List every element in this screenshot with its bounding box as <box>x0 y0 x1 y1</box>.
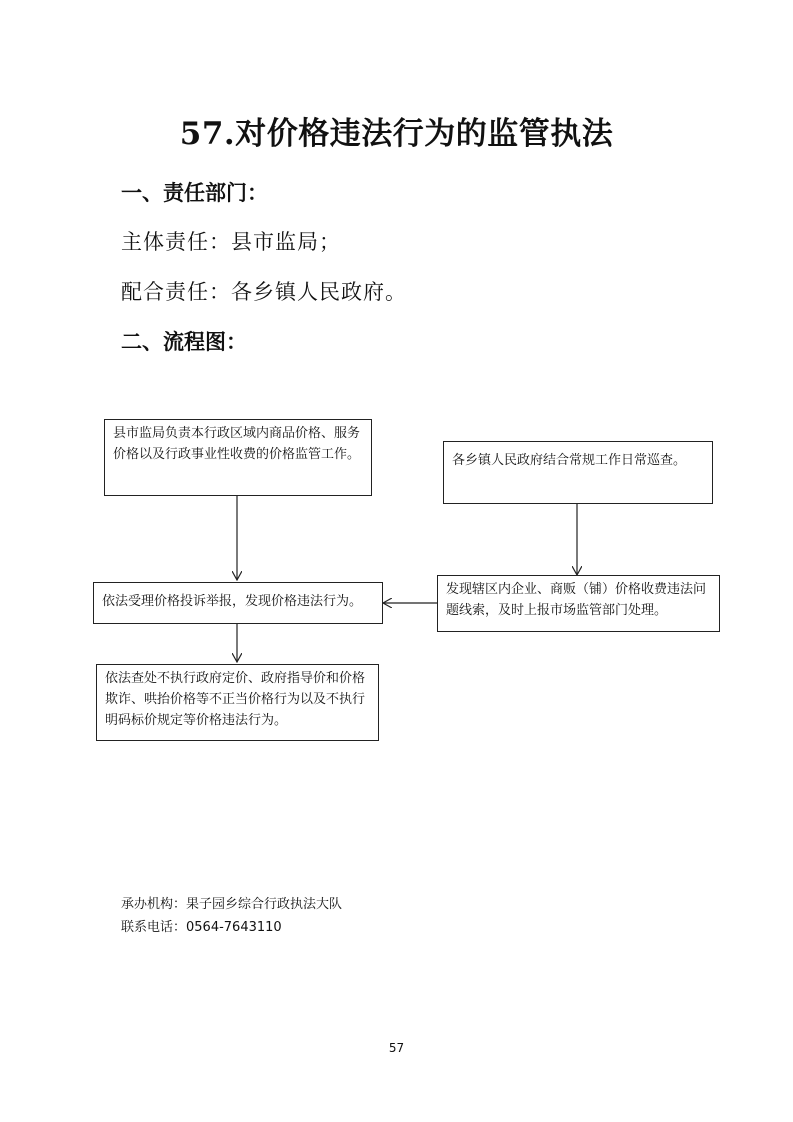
flow-box-township-patrol <box>443 441 713 504</box>
page-title: 57.对价格违法行为的监管执法 <box>179 116 614 152</box>
flow-box-investigate-violations <box>96 664 379 741</box>
flow-box-text: 发现辖区内企业、商贩（铺）价格收费违法问题线索，及时上报市场监管部门处理。 <box>446 582 707 618</box>
flow-box-county-bureau <box>104 419 372 496</box>
flow-box-text: 依法查处不执行政府定价、政府指导价和价格欺诈、哄抬价格等不正当价格行为以及不执行明码标价规定等价格违法行为。 <box>105 671 366 728</box>
flow-box-accept-complaints <box>93 582 383 624</box>
flow-box-text: 县市监局负责本行政区域内商品价格、服务价格以及行政事业性收费的价格监管工作。 <box>113 426 361 462</box>
flow-box-text: 各乡镇人民政府结合常规工作日常巡查。 <box>452 453 687 468</box>
cooperating-responsibility: 配合责任：各乡镇人民政府。 <box>121 280 407 304</box>
section-heading-flowchart: 二、流程图： <box>121 330 247 354</box>
footer-organization: 承办机构：果子园乡综合行政执法大队 <box>121 897 343 912</box>
flow-box-report-clues <box>437 575 720 632</box>
section-heading-responsibility: 一、责任部门： <box>121 181 268 205</box>
main-responsibility: 主体责任：县市监局； <box>121 230 341 254</box>
footer-phone: 联系电话：0564-7643110 <box>121 920 282 935</box>
page-number: 57 <box>388 1041 405 1055</box>
flow-box-text: 依法受理价格投诉举报，发现价格违法行为。 <box>102 594 363 609</box>
